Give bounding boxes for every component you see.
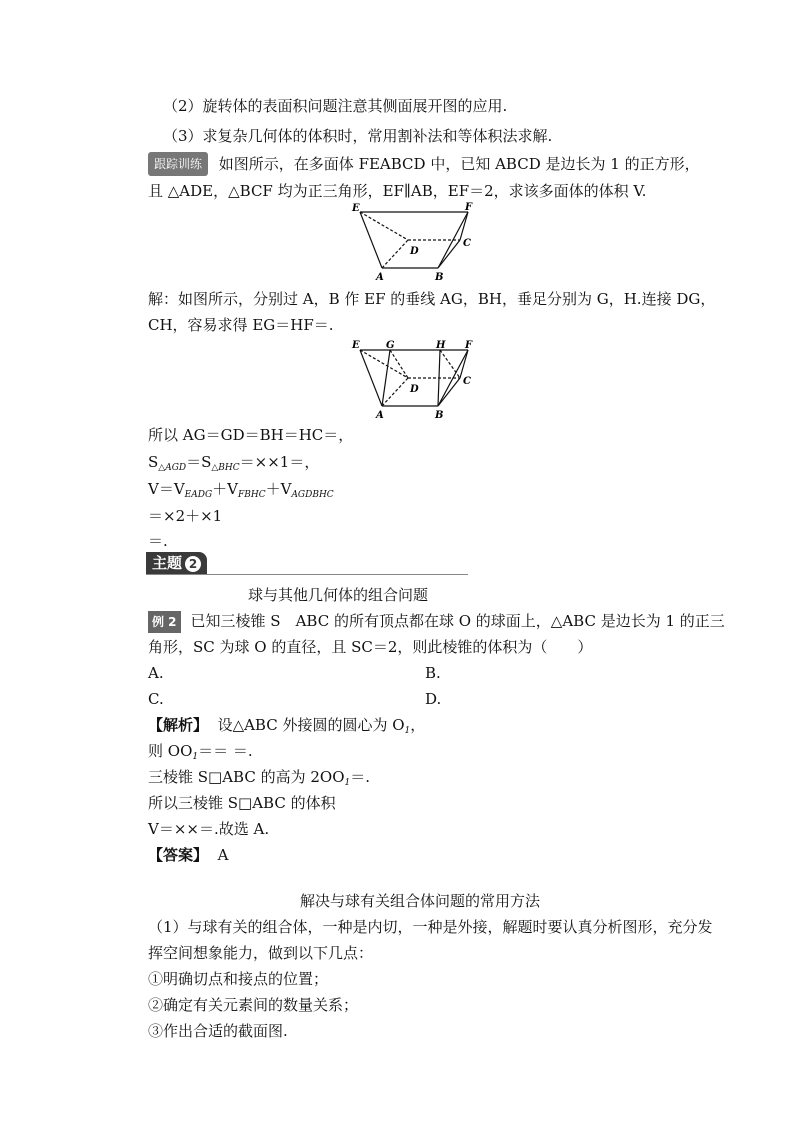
calc-v: V＝V — [148, 480, 185, 498]
label-B: B — [435, 410, 444, 420]
calc-v-mid-2: ＋V — [265, 480, 292, 498]
theme-label: 主题 — [152, 554, 183, 572]
label-C: C — [463, 238, 471, 249]
answer-value: A — [217, 846, 229, 864]
practice-text-1: 如图所示，在多面体 FEABCD 中，已知 ABCD 是边长为 1 的正方形， — [218, 155, 700, 173]
calc-line-1: 所以 AG＝GD＝BH＝HC＝， — [148, 426, 354, 444]
calc-v-sub-1: EADG — [184, 490, 213, 500]
polyhedron-figure-1 — [350, 200, 480, 282]
label-F: F — [465, 202, 473, 213]
polyhedron-figure-2 — [350, 338, 480, 420]
solution-line-2: CH，容易求得 EG＝HF＝. — [148, 316, 334, 334]
theme-title: 球与其他几何体的组合问题 — [248, 586, 429, 604]
answer-line — [148, 844, 228, 866]
analysis-label: 【解析】 — [148, 716, 209, 734]
label-F: F — [465, 340, 473, 351]
analysis-line-3 — [148, 766, 370, 794]
calc-s-sub-1: △AGD — [158, 463, 187, 473]
option-d: D. — [425, 690, 442, 708]
practice-tag: 跟踪训练 — [148, 152, 208, 176]
theme-badge — [146, 552, 207, 574]
method-item-2: ②确定有关元素间的数量关系； — [148, 996, 359, 1014]
calc-s-sub-2: △BHC — [211, 463, 240, 473]
label-E: E — [352, 203, 360, 214]
analysis-sub-2: 1 — [192, 752, 199, 762]
label-D: D — [410, 384, 419, 395]
example-line-2: 角形，SC 为球 O 的直径，且 SC＝2，则此棱锥的体积为（ ） — [148, 638, 593, 656]
calc-line-2 — [148, 451, 319, 479]
analysis-line-1 — [148, 714, 425, 742]
analysis-text-3a: 三棱锥 S□ABC 的高为 2OO — [148, 768, 345, 786]
method-item-1: ①明确切点和接点的位置； — [148, 970, 329, 988]
analysis-sub-1: 1 — [404, 726, 411, 736]
label-C: C — [463, 376, 471, 387]
label-E: E — [352, 340, 360, 351]
calc-s-end: ＝××1＝， — [239, 453, 320, 471]
analysis-sub-3: 1 — [344, 778, 351, 788]
practice-line-1 — [148, 152, 700, 176]
method-line-2: 挥空间想象能力，做到以下几点： — [148, 944, 374, 962]
calc-s-mid: ＝S — [186, 453, 212, 471]
example-tag: 例 2 — [148, 611, 181, 633]
theme-divider — [146, 574, 468, 575]
theme-number: 2 — [185, 556, 201, 572]
label-D: D — [410, 246, 419, 257]
label-A: A — [376, 272, 384, 282]
method-item-3: ③作出合适的截面图. — [148, 1022, 288, 1040]
analysis-text-3b: ＝. — [350, 768, 371, 786]
theme-header — [146, 552, 468, 576]
method-title: 解决与球有关组合体问题的常用方法 — [300, 892, 541, 910]
calc-v-sub-2: FBHC — [238, 490, 266, 500]
calc-line-3 — [148, 478, 334, 506]
analysis-line-2 — [148, 740, 253, 768]
example-line-1 — [148, 610, 725, 633]
analysis-end-1: ， — [410, 716, 426, 734]
option-a: A. — [148, 664, 164, 682]
calc-s: S — [148, 453, 159, 471]
label-G: G — [386, 340, 395, 351]
calc-v-sub-3: AGDBHC — [291, 490, 334, 500]
option-b: B. — [425, 664, 441, 682]
analysis-text-1: 设△ABC 外接圆的圆心为 O — [217, 716, 405, 734]
practice-line-2: 且 △ADE，△BCF 均为正三角形，EF∥AB，EF＝2，求该多面体的体积 V. — [148, 182, 647, 200]
example-text-1: 已知三棱锥 S ABC 的所有顶点都在球 O 的球面上，△ABC 是边长为 1 的正三 — [190, 612, 725, 630]
tip-line-2: （2）旋转体的表面积问题注意其侧面展开图的应用. — [163, 97, 508, 115]
option-c: C. — [148, 690, 164, 708]
solution-line-1: 解：如图所示，分别过 A，B 作 EF 的垂线 AG，BH，垂足分别为 G，H.连接 DG， — [148, 290, 716, 308]
calc-line-5: ＝. — [148, 532, 168, 550]
tip-line-3: （3）求复杂几何体的体积时，常用割补法和等体积法求解. — [163, 127, 553, 145]
analysis-line-4: 所以三棱锥 S□ABC 的体积 — [148, 794, 336, 812]
analysis-text-2a: 则 OO — [148, 742, 193, 760]
label-H: H — [436, 340, 446, 351]
label-B: B — [435, 272, 444, 282]
calc-v-mid-1: ＋V — [212, 480, 238, 498]
calc-line-4: ＝×2＋×1 — [148, 507, 223, 525]
label-A: A — [376, 410, 384, 420]
analysis-text-2b: ＝＝ ＝. — [198, 742, 253, 760]
answer-label: 【答案】 — [148, 846, 209, 864]
method-line-1: （1）与球有关的组合体，一种是内切，一种是外接，解题时要认真分析图形，充分发 — [148, 918, 713, 936]
analysis-line-5: V＝××＝.故选 A. — [148, 820, 270, 838]
